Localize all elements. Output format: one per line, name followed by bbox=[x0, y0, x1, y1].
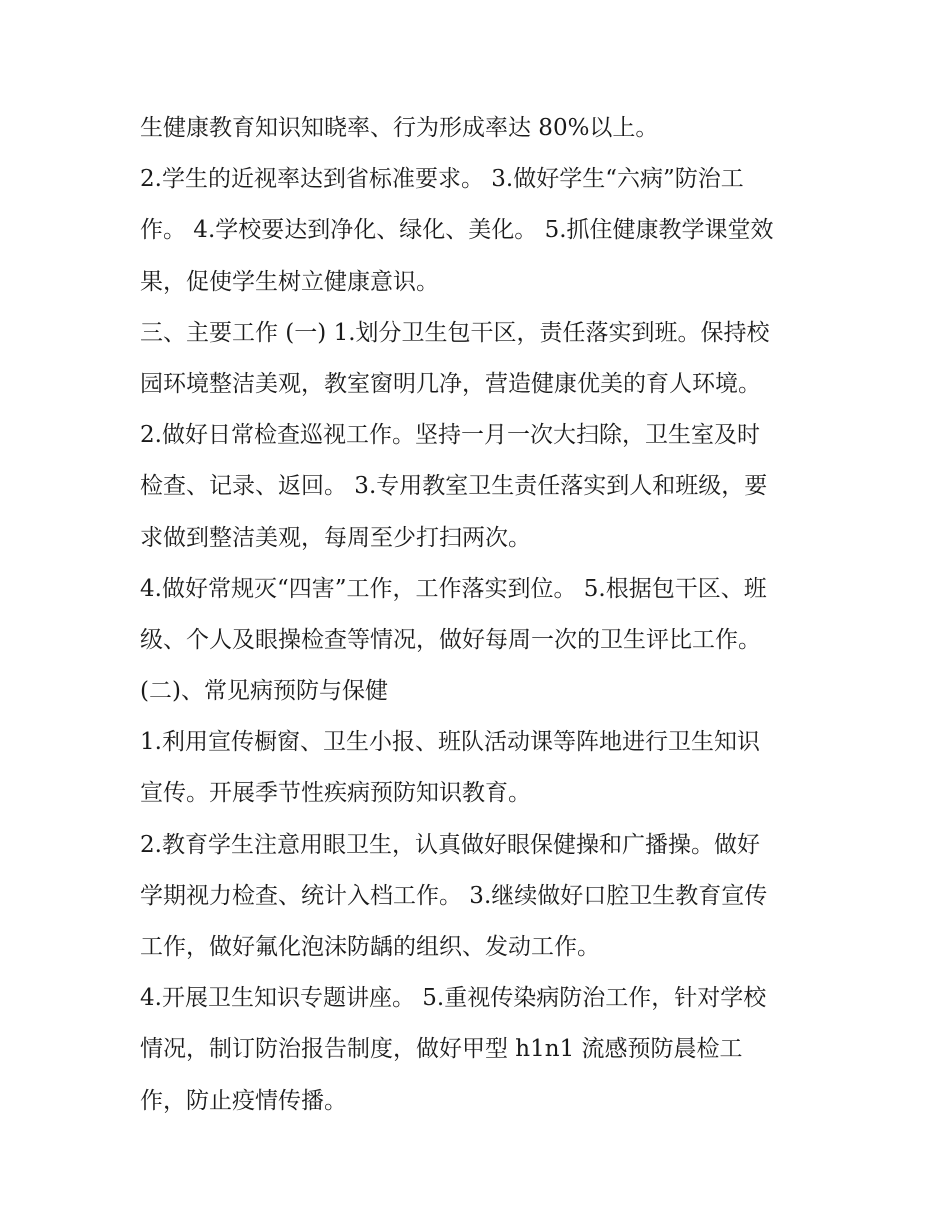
text-line: 检查、记录、返回。 3.专用教室卫生责任落实到人和班级，要 bbox=[140, 473, 768, 500]
document-body bbox=[140, 103, 820, 1127]
text-line: 工作，做好氟化泡沫防龋的组织、发动工作。 bbox=[140, 934, 600, 960]
section-heading-line: 三、主要工作 (一) 1.划分卫生包干区，责任落实到班。保持校 bbox=[140, 319, 770, 346]
text-line: 果，促使学生树立健康意识。 bbox=[140, 268, 439, 295]
text-line: 2.做好日常检查巡视工作。坚持一月一次大扫除，卫生室及时 bbox=[140, 422, 760, 449]
subsection-heading: (二)、常见病预防与保健 bbox=[140, 678, 388, 705]
text-line: 2.教育学生注意用眼卫生，认真做好眼保健操和广播操。做好 bbox=[140, 831, 760, 858]
text-line: 求做到整洁美观，每周至少打扫两次。 bbox=[140, 524, 531, 551]
text-line: 生健康教育知识知晓率、行为形成率达 80%以上。 bbox=[140, 115, 659, 141]
text-line: 情况，制订防治报告制度，做好甲型 h1n1 流感预防晨检工 bbox=[140, 1036, 743, 1063]
text-line: 2.学生的近视率达到省标准要求。 3.做好学生“六病”防治工 bbox=[140, 166, 744, 193]
text-line: 宣传。开展季节性疾病预防知识教育。 bbox=[140, 780, 531, 807]
text-line: 4.开展卫生知识专题讲座。 5.重视传染病防治工作，针对学校 bbox=[140, 985, 767, 1012]
text-line: 1.利用宣传橱窗、卫生小报、班队活动课等阵地进行卫生知识 bbox=[140, 729, 760, 756]
text-line: 作。 4.学校要达到净化、绿化、美化。 5.抓住健康教学课堂效 bbox=[140, 217, 774, 244]
text-line: 级、个人及眼操检查等情况，做好每周一次的卫生评比工作。 bbox=[140, 626, 761, 653]
text-line: 4.做好常规灭“四害”工作，工作落实到位。 5.根据包干区、班 bbox=[140, 575, 767, 602]
text-line: 学期视力检查、统计入档工作。 3.继续做好口腔卫生教育宣传 bbox=[140, 882, 768, 909]
text-line: 作，防止疫情传播。 bbox=[140, 1087, 347, 1114]
text-line: 园环境整洁美观，教室窗明几净，营造健康优美的育人环境。 bbox=[140, 370, 761, 397]
